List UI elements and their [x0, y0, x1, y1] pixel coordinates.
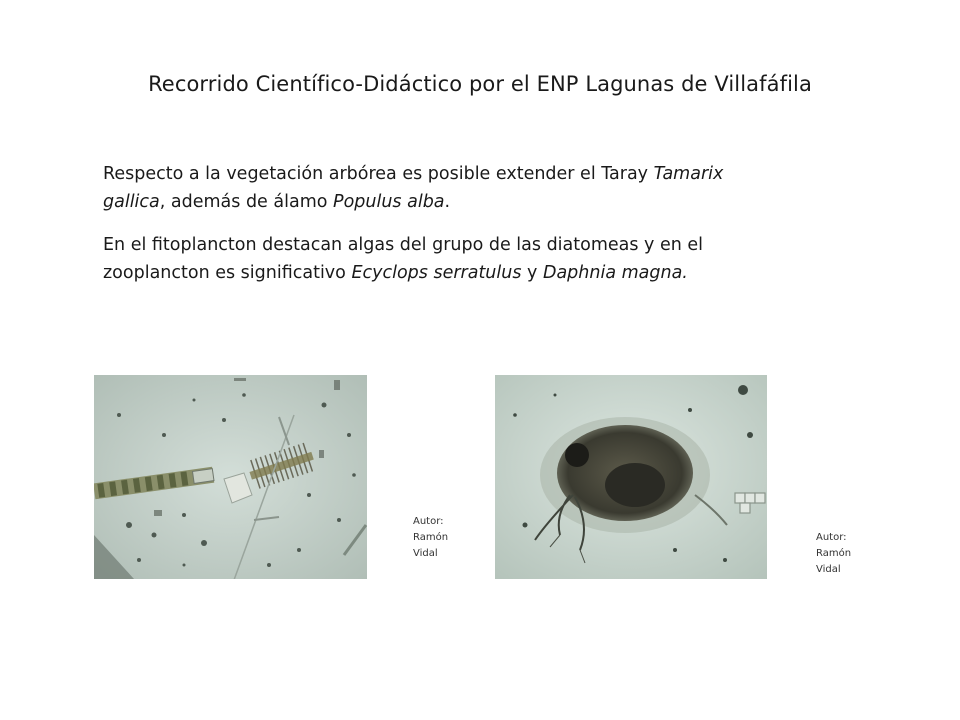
photo-credit-right: [816, 530, 851, 578]
credit-line: Ramón: [413, 532, 449, 543]
body-text: [103, 160, 753, 302]
credit-line: Ramón: [816, 548, 852, 559]
slide-title: Recorrido Científico-Didáctico por el ENP Lagunas de Villafáfila: [148, 72, 812, 96]
credit-line: Autor:: [413, 516, 444, 527]
p1-text-1: Respecto a la vegetación arbórea es posible extender el Taray: [103, 164, 654, 184]
p1-text-2: , además de álamo: [159, 192, 334, 212]
p2-text-1: En el fitoplancton destacan algas del grupo de las diatomeas y en el zooplancton es significativo: [103, 235, 704, 283]
p1-text-3: .: [444, 192, 451, 212]
credit-line: Vidal: [816, 564, 841, 575]
daphnia-micrograph: [495, 375, 767, 579]
p2-text-2: y: [521, 263, 543, 283]
p2-species-ecyclops: Ecyclops serratulus: [351, 263, 522, 283]
p2-species-daphnia: Daphnia magna.: [542, 263, 688, 283]
credit-line: Autor:: [816, 532, 847, 543]
p1-species-populus: Populus alba: [333, 192, 445, 212]
diatoms-micrograph: [94, 375, 367, 579]
p1-species-tamarix: Tamarix gallica: [103, 164, 724, 212]
paragraph-vegetation: [103, 160, 753, 216]
credit-line: Vidal: [413, 548, 438, 559]
paragraph-plankton: [103, 231, 753, 287]
photo-credit-left: [413, 514, 448, 562]
